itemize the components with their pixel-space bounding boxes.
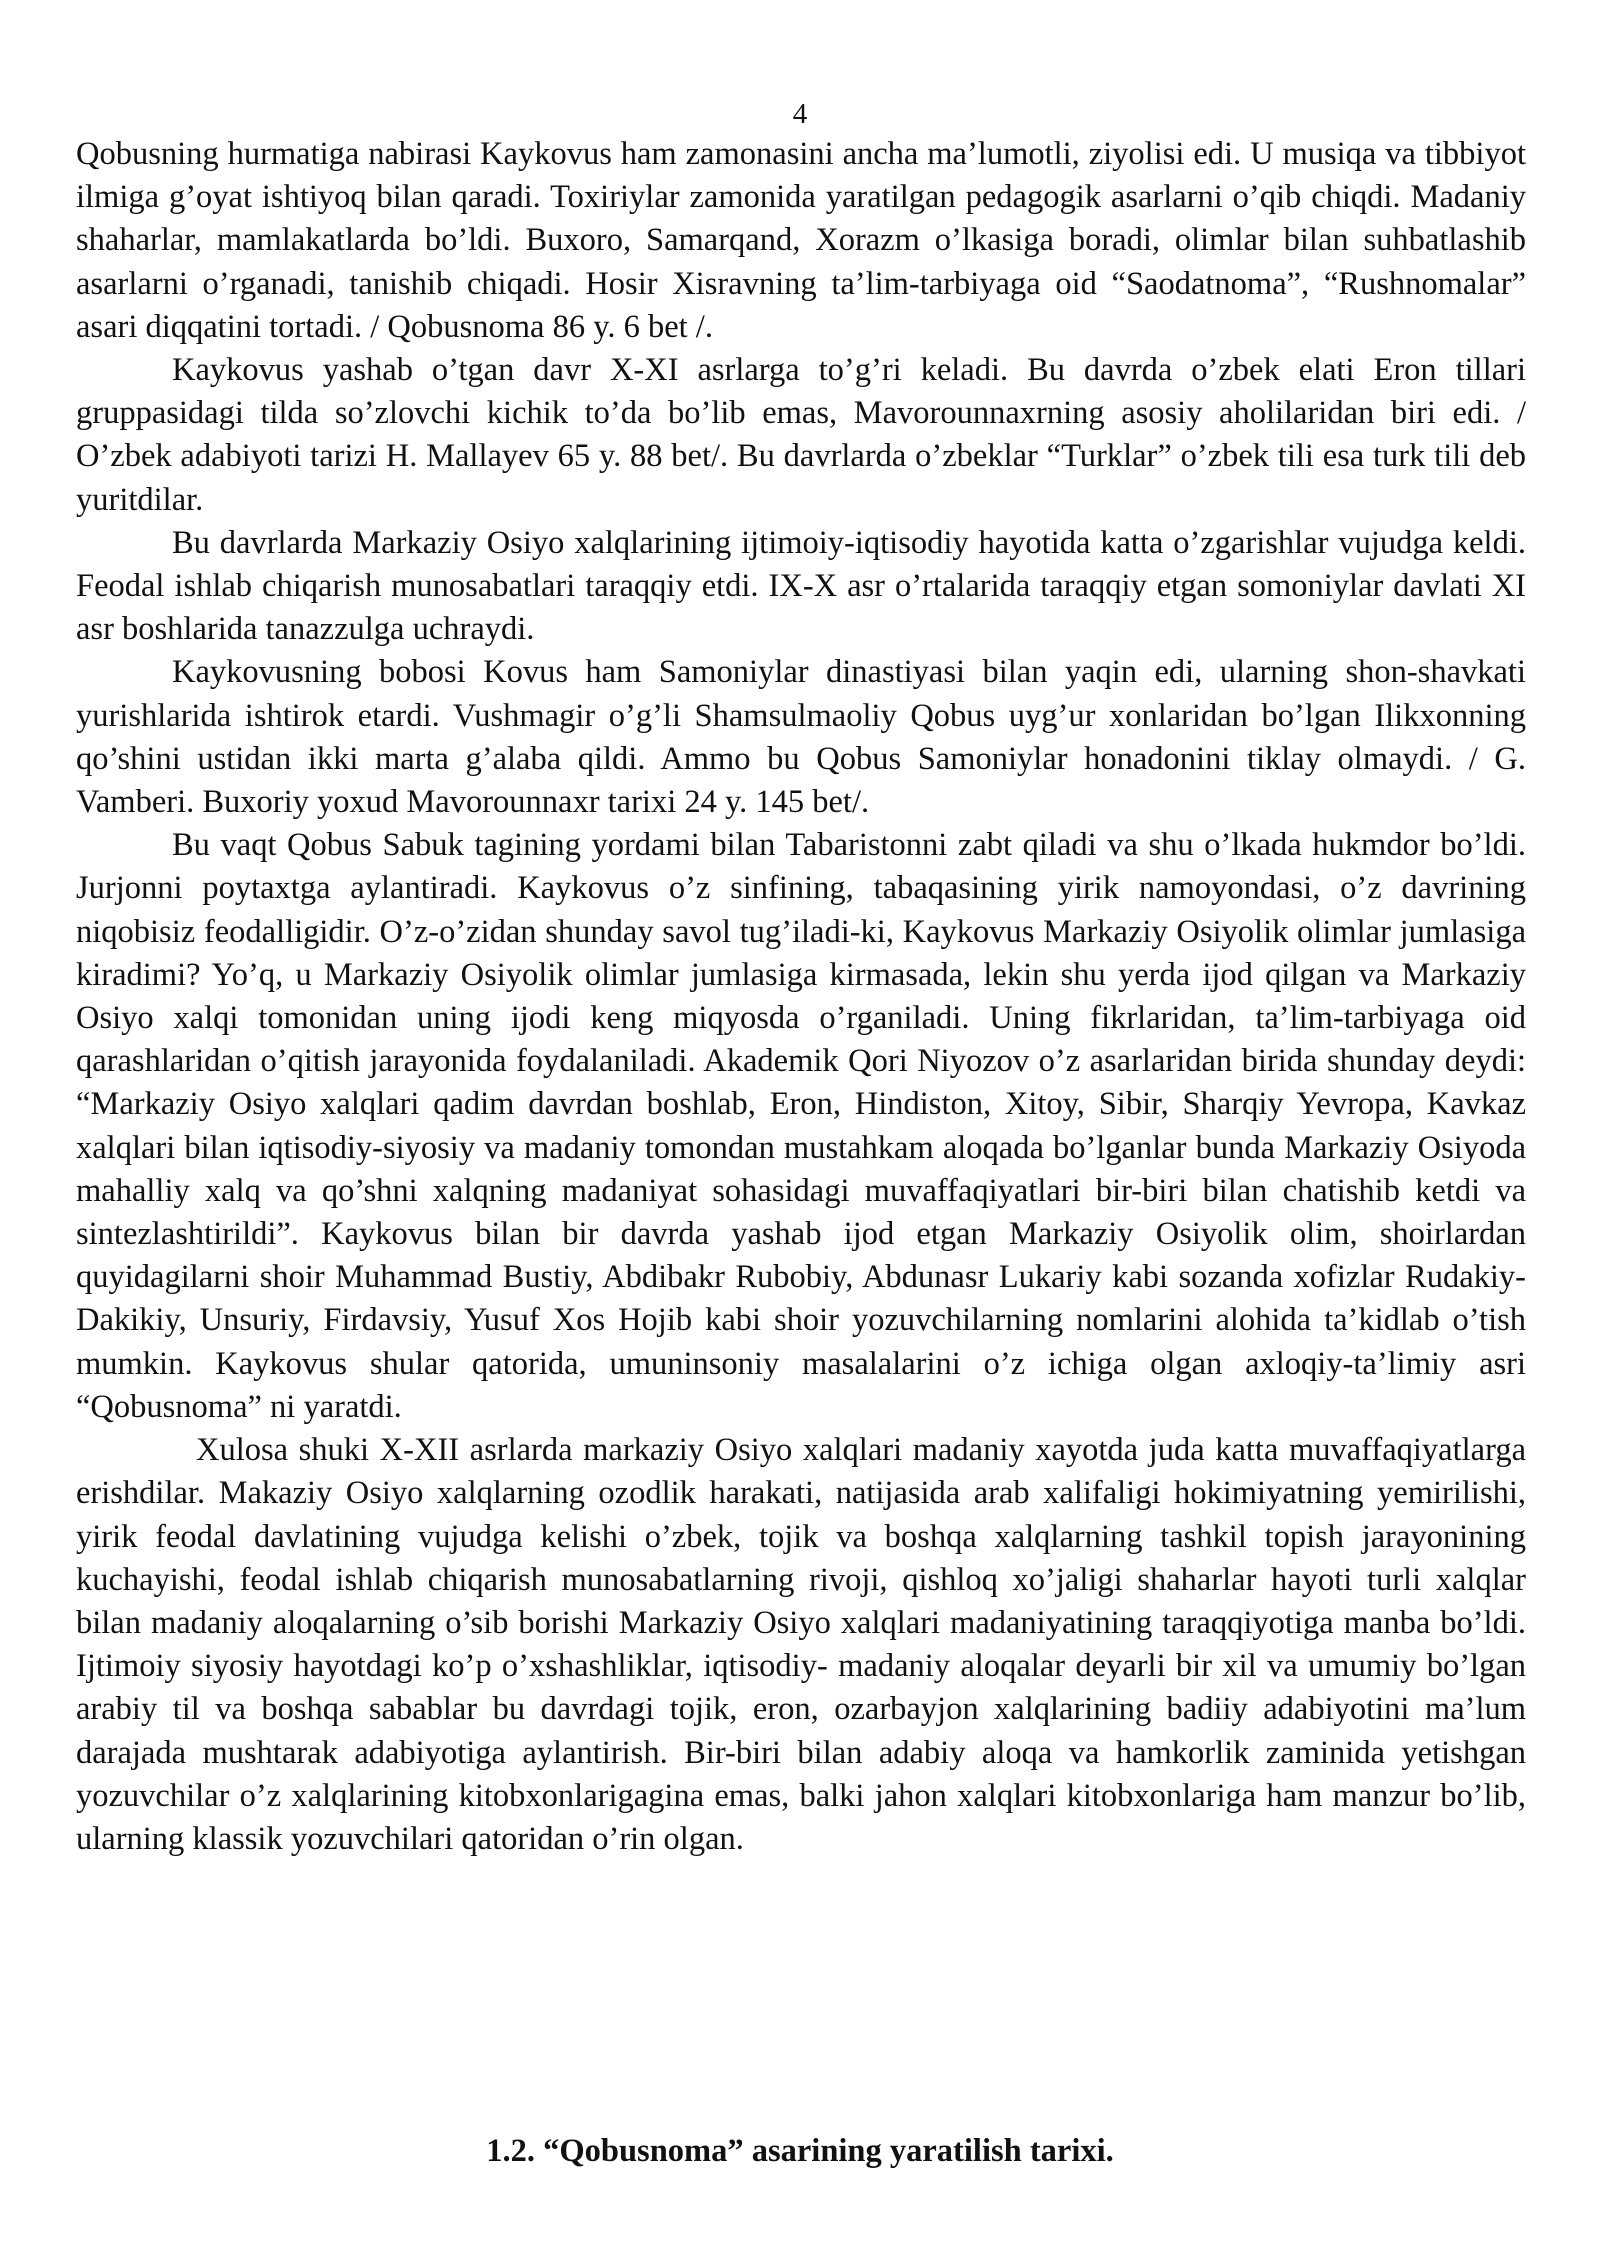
paragraph-6: Xulosa shuki X-XII asrlarda markaziy Osiyo xalqlari madaniy xayotda juda katta muvaffaqiyatlarga erishdilar. Makaziy Osiyo xalqlarning ozodlik harakati, natijasida arab xalifaligi hokimiyatning yemirilishi, yirik feodal davlatining vujudga kelishi o’zbek, tojik va boshqa xalqlarning tashkil topish jarayonining kuchayishi, feodal ishlab chiqarish munosabatlarning rivoji, qishloq xo’jaligi shaharlar hayoti turli xalqlar bilan madaniy aloqalarning o’sib borishi Markaziy Osiyo xalqlari madaniyatining taraqqiyotiga manba bo’ldi. Ijtimoiy siyosiy hayotdagi ko’p o’xshashliklar, iqtisodiy- madaniy aloqalar deyarli bir xil va umumiy bo’lgan arabiy til va boshqa sabablar bu davrdagi tojik, eron, ozarbayjon xalqlarining badiiy adabiyotini ma’lum darajada mushtarak adabiyotiga aylantirish. Bir-biri bilan adabiy aloqa va hamkorlik zaminida yetishgan yozuvchilar o’z xalqlarining kitobxonlarigagina emas, balki jahon xalqlari kitobxonlariga ham manzur bo’lib, ularning klassik yozuvchilari qatoridan o’rin olgan. — [76, 1432, 1526, 1857]
page-number: 4 — [792, 98, 808, 130]
paragraph-2: Kaykovus yashab o’tgan davr X-XI asrlarga to’g’ri keladi. Bu davrda o’zbek elati Eron tillari gruppasidagi tilda so’zlovchi kichik to’da bo’lib emas, Mavorounnaxrning asosiy aholilaridan biri edi. / O’zbek adabiyoti tarizi H. Mallayev 65 y. 88 bet/. Bu davrlarda o’zbeklar “Turklar” o’zbek tili esa turk tili deb yuritdilar. — [76, 352, 1526, 518]
paragraph-3: Bu davrlarda Markaziy Osiyo xalqlarining ijtimoiy-iqtisodiy hayotida katta o’zgarishlar vujudga keldi. Feodal ishlab chiqarish munosabatlari taraqqiy etdi. IX-X asr o’rtalarida taraqqiy etgan somoniylar davlati XI asr boshlarida tanazzulga uchraydi. — [76, 524, 1526, 648]
paragraph-4: Kaykovusning bobosi Kovus ham Samoniylar dinastiyasi bilan yaqin edi, ularning shon-shavkati yurishlarida ishtirok etardi. Vushmagir o’g’li Shamsulmaoliy Qobus uyg’ur xonlaridan bo’lgan Ilikxonning qo’shini ustidan ikki marta g’alaba qildi. Ammo bu Qobus Samoniylar honadonini tiklay olmaydi. / G. Vamberi. Buxoriy yoxud Mavorounnaxr tarixi 24 y. 145 bet/. — [76, 654, 1526, 821]
paragraph-5: Bu vaqt Qobus Sabuk tagining yordami bilan Tabaristonni zabt qiladi va shu o’lkada hukmdor bo’ldi. Jurjonni poytaxtga aylantiradi. Kaykovus o’z sinfining, tabaqasining yirik namoyondasi, o’z davrining niqobisiz feodalligidir. O’z-o’zidan shunday savol tug’iladi-ki, Kaykovus Markaziy Osiyolik olimlar jumlasiga kiradimi? Yo’q, u Markaziy Osiyolik olimlar jumlasiga kirmasada, lekin shu yerda ijod qilgan va Markaziy Osiyo xalqi tomonidan uning ijodi keng miqyosda o’rganiladi. Uning fikrlaridan, ta’lim-tarbiyaga oid qarashlaridan o’qitish jarayonida foydalaniladi. Akademik Qori Niyozov o’z asarlaridan birida shunday deydi: “Markaziy Osiyo xalqlari qadim davrdan boshlab, Eron, Hindiston, Xitoy, Sibir, Sharqiy Yevropa, Kavkaz xalqlari bilan iqtisodiy-siyosiy va madaniy tomondan mustahkam aloqada bo’lganlar bunda Markaziy Osiyoda mahalliy xalq va qo’shni xalqning madaniyat sohasidagi muvaffaqiyatlari bir-biri bilan chatishib ketdi va sintezlashtirildi”. Kaykovus bilan bir davrda yashab ijod etgan Markaziy Osiyolik olim, shoirlardan quyidagilarni shoir Muhammad Bustiy, Abdibakr Rubobiy, Abdunasr Lukariy kabi sozanda xofizlar Rudakiy-Dakikiy, Unsuriy, Firdavsiy, Yusuf Xos Hojib kabi shoir yozuvchilarning nomlarini alohida ta’kidlab o’tish mumkin. Kaykovus shular qatorida, umuninsoniy masalalarini o’z ichiga olgan axloqiy-ta’limiy asri “Qobusnoma” ni yaratdi. — [76, 827, 1526, 1425]
paragraph-1: Qobusning hurmatiga nabirasi Kaykovus ham zamonasini ancha ma’lumotli, ziyolisi edi. U musiqa va tibbiyot ilmiga g’oyat ishtiyoq bilan qaradi. Toxiriylar zamonida yaratilgan pedagogik asarlarni o’qib chiqdi. Madaniy shaharlar, mamlakatlarda bo’ldi. Buxoro, Samarqand, Xorazm o’lkasiga boradi, olimlar bilan suhbatlashib asarlarni o’rganadi, tanishib chiqadi. Hosir Xisravning ta’lim-tarbiyaga oid “Saodatnoma”, “Rushnomalar” asari diqqatini tortadi. / Qobusnoma 86 y. 6 bet /. — [76, 136, 1526, 345]
section-heading: 1.2. “Qobusnoma” asarining yaratilish tarixi. — [486, 2133, 1114, 2169]
body-text — [76, 133, 1526, 1861]
